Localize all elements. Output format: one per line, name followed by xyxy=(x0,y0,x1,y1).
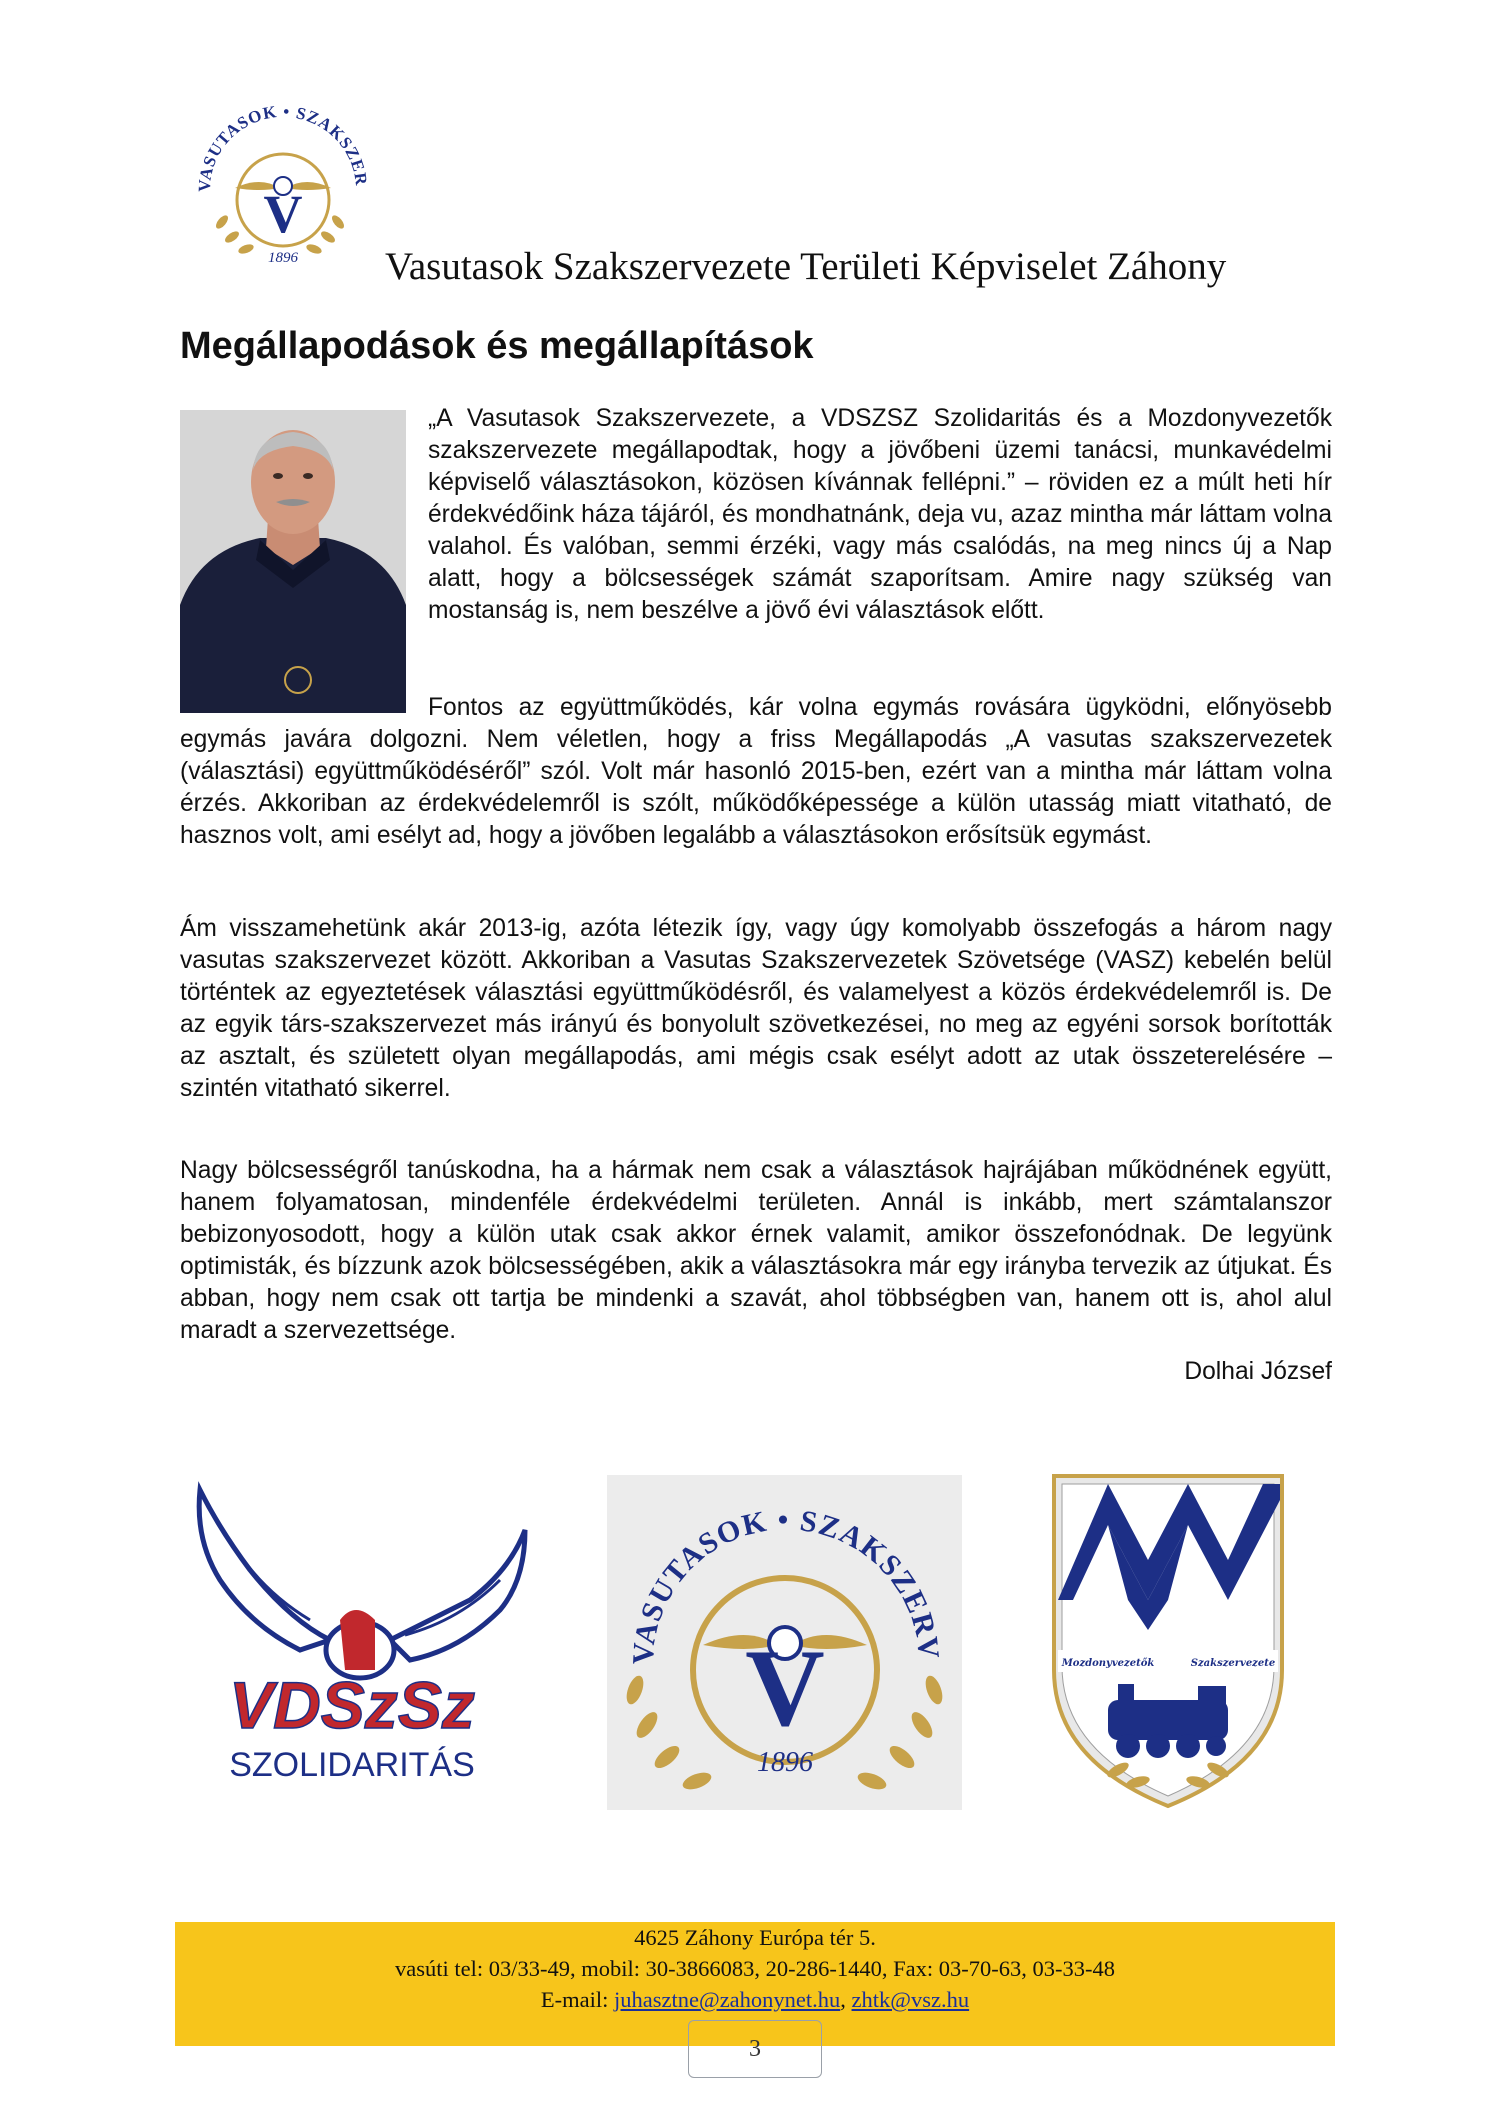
vdszsz-logo-name: VDSzSz xyxy=(229,1668,475,1742)
mozdonyvezetok-logo xyxy=(1048,1470,1288,1810)
author-signature: Dolhai József xyxy=(1184,1358,1332,1385)
article-paragraph: Nagy bölcsességről tanúskodna, ha a hármak nem csak a választások hajrájában működnének együtt, hanem folyamatosan, mindenféle érdekvédelmi területen. Annál is inkább, mert számtalanszor bebizonyosodott, hogy a külön utak csak akkor érnek valamit, amikor összefonódnak. De legyünk optimisták, és bízzunk azok bölcsességében, akik a választásokra már egy irányba tervezik az útjukat. És abban, hogy nem csak ott tartja be mindenki a szavát, ahol többségben van, hanem ott is, ahol alul maradt a szervezettsége. xyxy=(180,1157,1332,1344)
header-union-logo xyxy=(180,92,380,280)
footer-email-separator: , xyxy=(840,1987,852,2012)
header-logo-letter: V xyxy=(263,184,303,244)
header-logo-year: 1896 xyxy=(268,250,298,266)
email-link-juhasztne[interactable]: juhasztne@zahonynet.hu xyxy=(614,1987,841,2012)
header-title: Vasutasok Szakszervezete Területi Képviselet Záhony xyxy=(385,245,1227,288)
mv-logo-ribbon-left: Mozdonyvezetők xyxy=(1061,1658,1155,1669)
email-link-zhtk[interactable]: zhtk@vsz.hu xyxy=(851,1987,970,2012)
vasutasok-szakszervezete-logo xyxy=(607,1475,962,1810)
vasut-logo-ring-text: VASUTASOK • SZAKSZERV xyxy=(626,1503,946,1666)
article-paragraph: „A Vasutasok Szakszervezete, a VDSZSZ Szolidaritás és a Mozdonyvezetők szakszervezete megállapodtak, hogy a jövőbeni üzemi tanácsi, munkavédelmi képviselő választásokon, közösen kívánnak fellépni.” – röviden ez a múlt heti hír érdekvédőink háza tájáról, és mondhatnánk, deja vu, azaz mintha már láttam volna valahol. És valóban, semmi érzéki, vagy más csalódás, na meg nincs új a Nap alatt, hogy a bölcsességek számát szaporítsam. Amire nagy szükség van mostanság is, nem beszélve a jövő évi választások előtt. xyxy=(428,405,1332,624)
vdszsz-logo xyxy=(180,1470,540,1790)
svg-text:VASUTASOK • SZAKSZERVEZETE xyxy=(180,92,371,192)
page-number: 3 xyxy=(688,2020,822,2078)
footer-address: 4625 Záhony Európa tér 5. xyxy=(634,1925,876,1950)
mv-logo-ribbon-right: Szakszervezete xyxy=(1190,1658,1276,1669)
vasut-logo-letter: V xyxy=(745,1627,825,1749)
article-paragraph: Fontos az együttműködés, kár volna egymás rovására ügyködni, előnyösebb egymás javára dolgozni. Nem véletlen, hogy a friss Megállapodás „A vasutas szakszervezetek (választási) együttműködéséről” szól. Volt már hasonló 2015-ben, ezért van a mintha már láttam volna érzés. Akkoriban az érdekvédelemről is szólt, működőképessége a külön utasság miatt vitatható, de hasznos volt, ami esélyt ad, hogy a jövőben legalább a választásokon erősítsük egymást. xyxy=(180,694,1332,849)
vasut-logo-year: 1896 xyxy=(757,1747,813,1778)
article-paragraph: Ám visszamehetünk akár 2013-ig, azóta létezik így, vagy úgy komolyabb összefogás a három nagy vasutas szakszervezet között. Akkoriban a Vasutas Szakszervezetek Szövetsége (VASZ) kebelén belül történtek az egyeztetések választási együttműködésről, és valamelyest a közös érdekvédelemről is. De az egyik társ-szakszervezet más irányú és bonyolult szövetkezései, no meg az egyéni sorsok borították az asztalt, és született olyan megállapodás, ami mégis csak esélyt adott az utak összeterelésére – szintén vitatható sikerrel. xyxy=(180,915,1332,1102)
header-logo-ring-text: VASUTASOK • SZAKSZER xyxy=(194,101,372,193)
footer-email-label: E-mail: xyxy=(540,1987,614,2012)
author-portrait xyxy=(180,410,406,713)
article-title: Megállapodások és megállapítások xyxy=(180,325,814,367)
footer-phones: vasúti tel: 03/33-49, mobil: 30-3866083, 20-286-1440, Fax: 03-70-63, 03-33-48 xyxy=(395,1956,1115,1981)
footer-email-line xyxy=(175,1984,1335,2015)
vdszsz-logo-subtitle: SZOLIDARITÁS xyxy=(229,1746,475,1784)
